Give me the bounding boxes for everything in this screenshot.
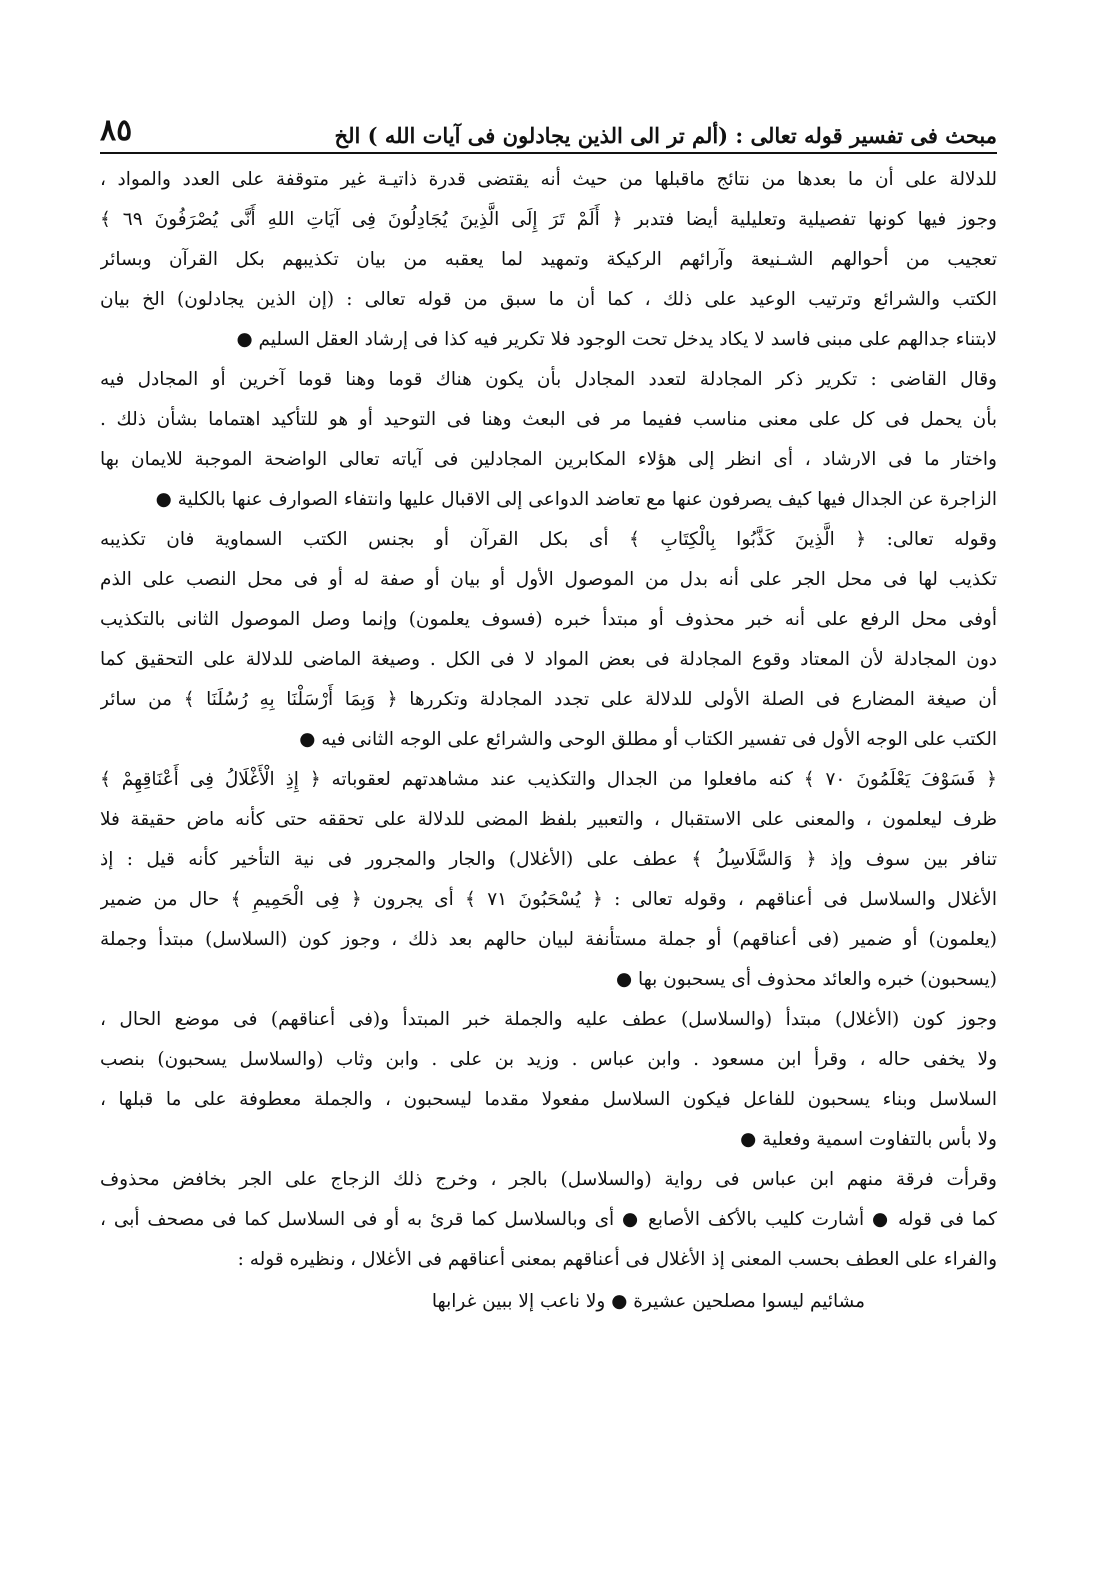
paragraph	[100, 360, 997, 520]
page-header	[100, 100, 997, 154]
text-line: بأن يحمل فى كل على معنى مناسب ففيما مر فى البعث وهنا فى التوحيد أو هو للتأكيد اهتماما بشأن ذلك .	[100, 409, 997, 430]
paragraph	[100, 1000, 997, 1160]
paragraph	[100, 1160, 997, 1280]
text-line: والفراء على العطف بحسب المعنى إذ الأغلال فى أعناقهم بمعنى أعناقهم فى الأغلال ، ونظيره قوله :	[237, 1249, 997, 1270]
page-number: ٨٥	[100, 113, 133, 148]
text-line: (يسحبون) خبره والعائد محذوف أى يسحبون بها ●	[615, 969, 997, 990]
text-line: الأغلال والسلاسل فى أعناقهم ، وقوله تعالى : ﴿ يُسْحَبُونَ ٧١ ﴾ أى يجرون ﴿ فِى الْحَمِيمِ ﴾ حال من ضمير	[100, 889, 997, 910]
text-line: وقوله تعالى: ﴿ الَّذِينَ كَذَّبُوا بِالْكِتَابِ ﴾ أى بكل القرآن أو بجنس الكتب السماوية فان تكذيبه	[100, 529, 997, 550]
text-line: السلاسل وبناء يسحبون للفاعل فيكون السلاسل مفعولا مقدما ليسحبون ، والجملة معطوفة على ما قبلها ،	[100, 1089, 997, 1110]
paragraph	[100, 160, 997, 360]
text-line: وجوز فيها كونها تفصيلية وتعليلية أيضا فتدبر ﴿ أَلَمْ تَرَ إِلَى الَّذِينَ يُجَادِلُونَ فِى آيَاتِ اللهِ أَنَّى يُصْرَفُونَ ٦٩ ﴾	[100, 209, 997, 230]
text-line: أن صيغة المضارع فى الصلة الأولى للدلالة على تجدد المجادلة وتكررها ﴿ وَبِمَا أَرْسَلْنَا بِهِ رُسُلَنَا ﴾ من سائر	[100, 689, 997, 710]
text-line: تكذيب لها فى محل الجر على أنه بدل من الموصول الأول أو بيان أو صفة له أو فى محل النصب على الذم	[100, 569, 997, 590]
text-line: وجوز كون (الأغلال) مبتدأ (والسلاسل) عطف عليه والجملة خبر المبتدأ و(فى أعناقهم) فى موضع الحال ،	[100, 1009, 997, 1030]
text-line: واختار ما فى الارشاد ، أى انظر إلى هؤلاء المكابرين المجادلين فى آياته تعالى الواضحة الموجبة للايمان بها	[100, 449, 997, 470]
paragraph	[100, 520, 997, 760]
text-line: تنافر بين سوف وإذ ﴿ وَالسَّلَاسِلُ ﴾ عطف على (الأغلال) والجار والمجرور فى نية التأخير كأنه قيل : إذ	[100, 849, 997, 870]
text-line: الكتب على الوجه الأول فى تفسير الكتاب أو مطلق الوحى والشرائع على الوجه الثانى فيه ●	[299, 729, 997, 750]
text-line: الكتب والشرائع وترتيب الوعيد على ذلك ، كما أن ما سبق من قوله تعالى : (إن الذين يجادلون) الخ بيان	[100, 289, 997, 310]
text-line: لابتناء جدالهم على مبنى فاسد لا يكاد يدخل تحت الوجود فلا تكرير فيه كذا فى إرشاد العقل السليم ●	[236, 329, 997, 350]
text-line: دون المجادلة لأن المعتاد وقوع المجادلة فى بعض المواد لا فى الكل . وصيغة الماضى للدلالة على التحقيق كما	[100, 649, 997, 670]
text-line: أوفى محل الرفع على أنه خبر محذوف أو مبتدأ خبره (فسوف يعلمون) وإنما وصل الموصول الثانى بالتكذيب	[100, 609, 997, 630]
text-line: وقال القاضى : تكرير ذكر المجادلة لتعدد المجادل بأن يكون هناك قوما وهنا قوما آخرين أو المجادل فيه	[100, 369, 997, 390]
text-line: ولا بأس بالتفاوت اسمية وفعلية ●	[740, 1129, 997, 1150]
text-line: ولا يخفى حاله ، وقرأ ابن مسعود . وابن عباس . وزيد بن على . وابن وثاب (والسلاسل يسحبون) بنصب	[100, 1049, 997, 1070]
paragraph	[100, 760, 997, 1000]
text-line: تعجيب من أحوالهم الشـنيعة وآرائهم الركيكة وتمهيد لما يعقبه من بيان تكذيبهم بكل القرآن وبسائر	[100, 249, 997, 270]
running-title: مبحث فى تفسير قوله تعالى : (ألم تر الى الذين يجادلون فى آيات الله ) الخ	[334, 123, 997, 148]
text-line: للدلالة على أن ما بعدها من نتائج ماقبلها من حيث أنه يقتضى قدرة ذاتيـة غير متوقفة على العدد والمواد ،	[100, 169, 997, 190]
poetry-verse: مشائيم ليسوا مصلحين عشيرة ● ولا ناعب إلا ببين غرابها	[431, 1291, 866, 1312]
text-line: الزاجرة عن الجدال فيها كيف يصرفون عنها مع تعاضد الدواعى إلى الاقبال عليها وانتفاء الصوارف عنها بالكلية ●	[155, 489, 997, 510]
text-line: ظرف ليعلمون ، والمعنى على الاستقبال ، والتعبير بلفظ المضى للدلالة على تحققه حتى كأنه ماض حقيقة فلا	[100, 809, 997, 830]
text-line: (يعلمون) أو ضمير (فى أعناقهم) أو جملة مستأنفة لبيان حالهم بعد ذلك ، وجوز كون (السلاسل) مبتدأ وجملة	[100, 929, 997, 950]
text-line: كما فى قوله ● أشارت كليب بالأكف الأصابع ● أى وبالسلاسل كما قرئ به أو فى السلاسل كما فى مصحف أبى ،	[100, 1209, 997, 1230]
text-line: وقرأت فرقة منهم ابن عباس فى رواية (والسلاسل) بالجر ، وخرج ذلك الزجاج على الجر بخافض محذوف	[100, 1169, 997, 1190]
text-line: ﴿ فَسَوْفَ يَعْلَمُونَ ٧٠ ﴾ كنه مافعلوا من الجدال والتكذيب عند مشاهدتهم لعقوباته ﴿ إِذِ الْأَغْلَالُ فِى أَعْنَاقِهِمْ ﴾	[100, 769, 997, 790]
page-body	[100, 160, 997, 1324]
